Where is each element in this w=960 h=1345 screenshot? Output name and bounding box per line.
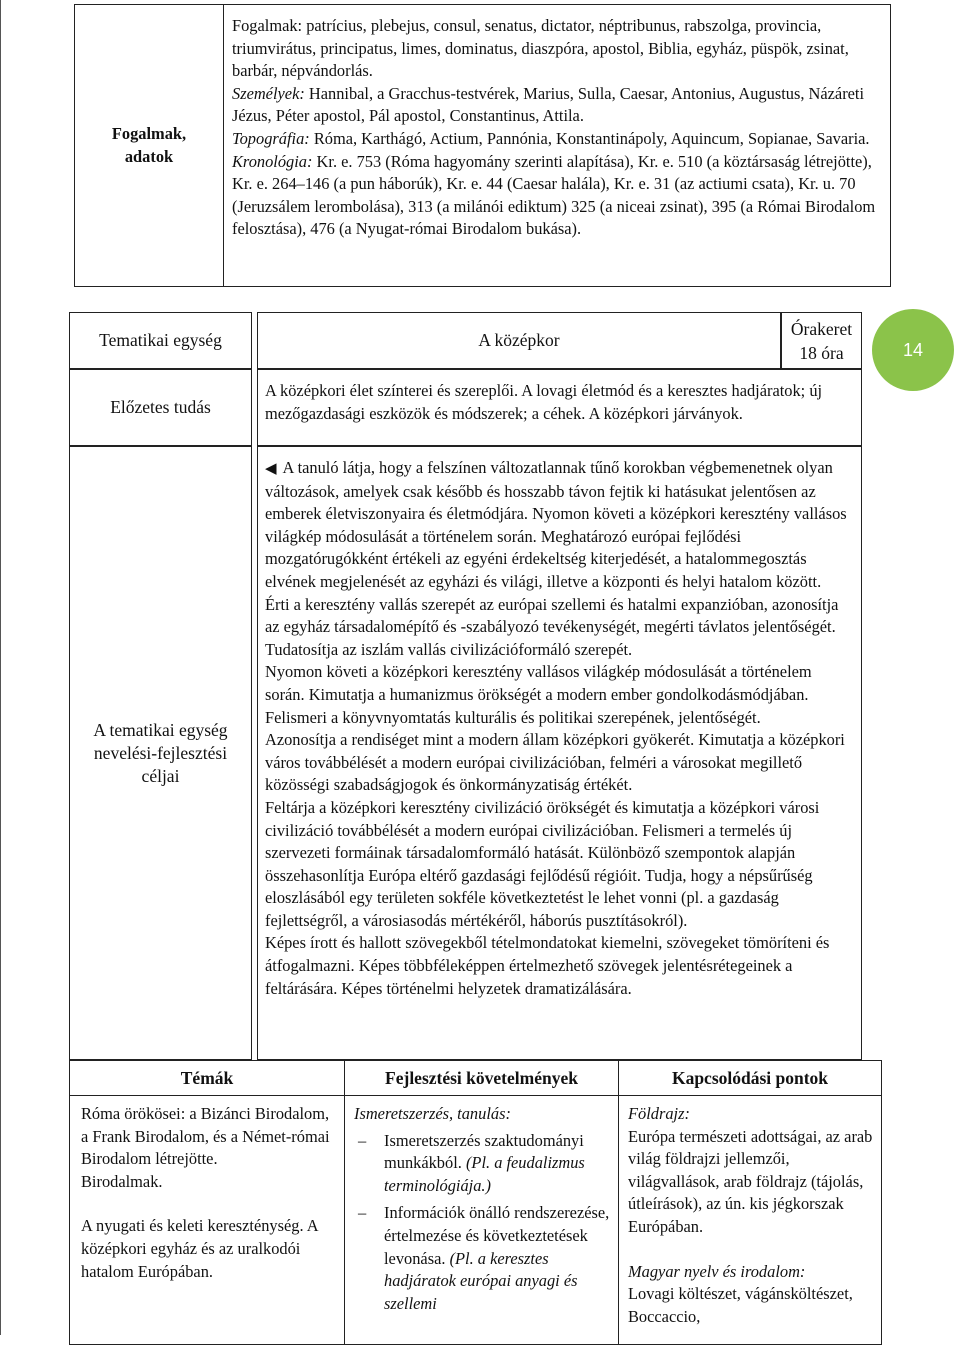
- topic-paragraph: Róma örökösei: a Bizánci Birodalom, a Frank Birodalom, és a Német-római Birodalom létrejötte.: [81, 1104, 330, 1169]
- chronology-para: [232, 151, 880, 241]
- concepts-text: Fogalmak: patrícius, plebejus, consul, senatus, dictator, néptribunus, rabszolga, provincia, triumvirátus, principatus, limes, dominatus, diaszpóra, apostol, Biblia, egyház, püspök, zsinat, barbár, népvándorlás.: [232, 16, 849, 81]
- persons-label: Személyek:: [232, 83, 305, 103]
- goals-paragraph: ◀ A tanuló látja, hogy a felszínen változatlannak tűnő korokban végbemenetnek olyan változások, amelyek csak később és hosszabb távon fejtik ki hatásukat jelentősen az emberek életviszonyaira és életmódjára. Nyomon követi a középkori keresztény vallásos világkép módosulását a történelem során. Meghatározó európai fejlődési mozgatórugókként értékeli az egyéni érdekeltség kiterjedését, a hatalommegosztás elvének megjelenését az egyházi és világi, illetve a központi és helyi hatalom között.: [265, 458, 847, 591]
- links-cell: [618, 1095, 882, 1345]
- topic-paragraph: Birodalmak.: [81, 1171, 163, 1191]
- fogalmak-label-cell: [74, 4, 224, 287]
- unit-title-cell: [257, 312, 781, 369]
- goals-paragraph: Feltárja a középkori keresztény civilizáció örökségét és kimutatja a középkori városi civilizáció továbbélését a modern európai civilizációban. Felismeri a termelés új szervezeti formáinak társadalomformáló hatását. Különböző szempontok alapján összehasonlítja Európa eltérő gazdasági fejlődésű régióit. Tudja, hogy a népsűrűség eloszlásából egy területen sokféle következtetést le lehet vonni (pl. a gazdaság fejlettségről, a városiasodás mértékéről, háborús pusztításokról).: [265, 797, 820, 930]
- prior-label-cell: [69, 369, 252, 446]
- page-number: 14: [902, 339, 924, 360]
- goals-paragraph: Képes írott és hallott szövegekből tételmondatokat kiemelni, szövegeket tömöríteni és átfogalmazni. Képes többféleképpen értelmezhető szövegek jelentésrétegeinek a feltárására. Képes történelmi helyzetek dramatizálására.: [265, 933, 830, 998]
- literature-text: Lovagi költészet, vágánsköltészet, Boccaccio,: [628, 1284, 853, 1326]
- topography-para: [232, 128, 880, 151]
- topography-label: Topográfia:: [232, 128, 310, 148]
- requirements-heading: Ismeretszerzés, tanulás:: [354, 1104, 511, 1123]
- goals-content-cell: [257, 446, 862, 1060]
- unit-label: Tematikai egység: [99, 330, 222, 350]
- goals-label: A tematikai egység nevelési-fejlesztési céljai: [93, 719, 228, 786]
- fogalmak-label: Fogalmak, adatok: [111, 123, 187, 166]
- fogalmak-content-cell: [223, 4, 891, 287]
- hours-label: Órakeret: [790, 318, 853, 339]
- topics-cell: [69, 1095, 345, 1345]
- hours-cell: [781, 312, 862, 369]
- col-header-requirements: Fejlesztési követelmények: [344, 1060, 619, 1096]
- topography-text: Róma, Karthágó, Actium, Pannónia, Konstantinápoly, Aquincum, Sopianae, Savaria.: [309, 128, 870, 148]
- persons-para: [232, 83, 880, 128]
- persons-text: Hannibal, a Gracchus-testvérek, Marius, Sulla, Caesar, Antonius, Augustus, Názáreti Jézus, Péter apostol, Pál apostol, Constantinus, Attila.: [232, 83, 865, 126]
- topic-paragraph: A nyugati és keleti kereszténység. A középkori egyház és az uralkodói hatalom Európában.: [81, 1216, 318, 1281]
- list-item: – Információk önálló rendszerezése, értelmezése és következtetések levonása. (Pl. a keresztes hadjáratok európai anyagi és szellemi: [354, 1202, 610, 1315]
- col-header-links: Kapcsolódási pontok: [618, 1060, 882, 1096]
- prior-label: Előzetes tudás: [110, 397, 211, 417]
- requirements-list: [354, 1130, 610, 1316]
- geography-text: Európa természeti adottságai, az arab világ földrajzi jellemzői, világvallások, arab földrajz (tájolás, útleírások), az ún. kis jégkorszak Európában.: [628, 1126, 873, 1236]
- goals-paragraph: Nyomon követi a középkori keresztény vallásos világkép módosulását a történelem során. Kimutatja a humanizmus örökségét a modern ember gondolkodásmódjában. Felismeri a könyvnyomtatás kulturális és politikai szerepének, jelentőségét.: [265, 662, 812, 727]
- chronology-text: Kr. e. 753 (Róma hagyomány szerinti alapítása), Kr. e. 510 (a köztársaság létrejötte), Kr. e. 264–146 (a pun háborúk), Kr. e. 44 (Caesar halála), Kr. e. 31 (az actiumi csata), Kr. u. 70 (Jeruzsálem lerombolása), 313 (a milánói ediktum) 325 (a niceai zsinat), 395 (a Római Birodalom felosztása), 476 (a Nyugat-római Birodalom bukása).: [232, 151, 876, 239]
- arrow-left-icon: ◀: [265, 461, 277, 477]
- page-edge-line: [0, 0, 1, 1335]
- requirements-cell: [344, 1095, 619, 1345]
- goals-paragraph: Érti a keresztény vallás szerepét az európai szellemi és hatalmi expanzióban, azonosítja az egyház társadalomépítő és -szabályozó tevékenységét, megérti távlatos jelentőségét. Tudatosítja az iszlám vallás civilizációformáló szerepét.: [265, 594, 839, 659]
- goals-paragraph: Azonosítja a rendiséget mint a modern állam középkori gyökerét. Kimutatja a középkori város továbbélését a modern európai civilizációban, felméri a városokat megillető közösségi szabadságjogok és önkormányzatiság értékét.: [265, 730, 845, 795]
- list-item: – Ismeretszerzés szaktudományi munkákból. (Pl. a feudalizmus terminológiája.): [354, 1130, 610, 1198]
- unit-title: A középkor: [478, 330, 560, 350]
- geography-label: Földrajz:: [628, 1104, 690, 1123]
- col-header-topics: Témák: [69, 1060, 345, 1096]
- chronology-label: Kronológia:: [232, 151, 313, 171]
- prior-text: A középkori élet színterei és szereplői. A lovagi életmód és a keresztes hadjáratok; új mezőgazdasági eszközök és módszerek; a céhek. A középkori járványok.: [265, 381, 823, 423]
- page-number-badge: [872, 309, 954, 391]
- prior-content-cell: [257, 369, 862, 446]
- hours-value: 18 óra: [799, 342, 844, 363]
- unit-label-cell: [69, 312, 252, 369]
- literature-label: Magyar nyelv és irodalom:: [628, 1261, 806, 1281]
- goals-label-cell: [69, 446, 252, 1060]
